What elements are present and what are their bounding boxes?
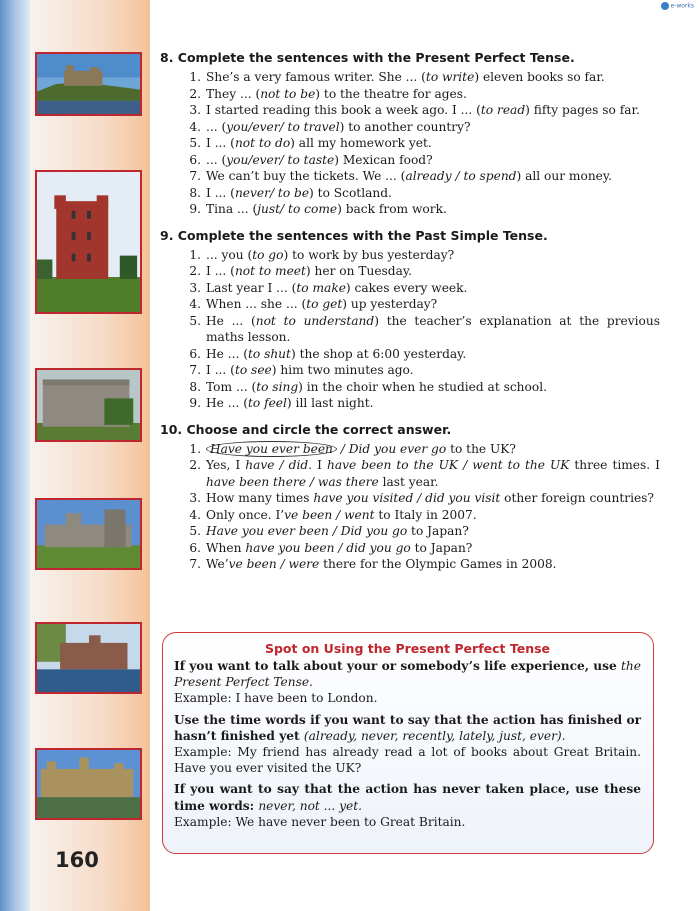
exercise-8-item-text: Tina ... (just/ to come) back from work.	[206, 202, 447, 216]
exercise-10-item	[160, 556, 660, 573]
exercise-10-item-text: Yes, I have / did. I have been to the UK / went to the UK three times. I have been there / was there last year.	[206, 458, 660, 489]
exercise-10-heading: 10. Choose and circle the correct answer.	[160, 421, 452, 437]
rule-2-text: Use the time words if you want to say that the action has finished or hasn’t finished yet	[174, 712, 641, 743]
exercise-9-item-text: He ... (to shut) the shop at 6:00 yesterday.	[206, 346, 467, 361]
exercise-9-item	[160, 362, 660, 379]
exercise-8-item-text: I started reading this book a week ago. I ... (to read) fifty pages so far.	[206, 103, 640, 117]
exercise-9-verb-hint: to make	[296, 280, 346, 295]
photo-round-castle	[35, 368, 142, 442]
grammar-box-title: Spot on Using the Present Perfect Tense	[264, 641, 551, 656]
rule-3-words: never, not ... yet.	[258, 798, 363, 813]
castle-ruins-image	[37, 500, 140, 568]
exercise-8-item	[160, 135, 660, 152]
exercise-8-item-number: 8.	[189, 185, 201, 200]
exercise-9-item	[160, 313, 660, 346]
exercise-8-item-text: She’s a very famous writer. She ... (to write) eleven books so far.	[206, 70, 605, 84]
exercise-9-item-text: I ... (to see) him two minutes ago.	[206, 363, 414, 377]
exercise-8-verb-hint: not to be	[260, 86, 316, 101]
exercise-10-item-text: When have you been / did you go to Japan?	[206, 540, 473, 555]
exercise-9-item-number: 6.	[189, 346, 201, 361]
exercise-10-item	[160, 490, 660, 507]
exercise-9-item	[160, 247, 660, 264]
exercise-9-item	[160, 263, 660, 280]
exercise-10-item-number: 1.	[189, 441, 201, 456]
exercise-10-item-number: 6.	[189, 540, 201, 555]
exercise-9-item-text: I ... (not to meet) her on Tuesday.	[206, 264, 413, 278]
red-tower-image	[37, 172, 140, 312]
exercise-8-list	[160, 69, 660, 218]
rule-1	[174, 658, 641, 690]
exercise-8-item	[160, 185, 660, 202]
exercise-8-verb-hint: already / to spend	[405, 169, 517, 183]
exercise-10-item-text: Have you ever been / Did you go to Japan?	[206, 524, 469, 538]
photo-castle-ruins	[35, 498, 142, 570]
exercise-8-verb-hint: to read	[480, 103, 526, 117]
exercise-9-item	[160, 395, 660, 412]
answer-option: / Did you ever go	[336, 441, 447, 456]
exercise-9-item-text: ... you (to go) to work by bus yesterday?	[206, 247, 455, 262]
exercise-10-item-number: 7.	[189, 557, 201, 571]
exercise-8-item-number: 2.	[189, 86, 201, 101]
exercise-8-item-text: ... (you/ever/ to travel) to another country?	[206, 119, 471, 134]
exercise-9-item-number: 3.	[189, 280, 201, 295]
photo-castle-river	[35, 622, 142, 694]
exercise-8-item	[160, 102, 660, 119]
answer-option: ve been / went	[284, 507, 375, 522]
exercise-10-item-text: How many times have you visited / did you visit other foreign countries?	[206, 491, 654, 505]
exercise-8-item-number: 7.	[189, 169, 201, 183]
exercise-9-verb-hint: to shut	[247, 346, 291, 361]
exercise-9-verb-hint: to sing	[256, 379, 299, 394]
exercise-9-list	[160, 247, 660, 412]
round-castle-image	[37, 370, 140, 440]
page-number: 160	[55, 848, 99, 872]
grammar-box	[162, 632, 654, 854]
exercise-8-verb-hint: you/ever/ to taste	[226, 152, 335, 167]
exercise-10-item-number: 3.	[189, 491, 201, 505]
exercise-8-verb-hint: never/ to be	[234, 185, 310, 200]
exercise-10-item-text: Only once. I’ve been / went to Italy in 2007.	[206, 507, 477, 522]
exercise-9-item-number: 5.	[189, 313, 201, 328]
castle-river-image	[37, 624, 140, 692]
exercise-9-item-number: 7.	[189, 363, 201, 377]
answer-option: have / did	[245, 458, 309, 472]
exercise-8-item-text: We can’t buy the tickets. We ... (already / to spend) all our money.	[206, 169, 613, 183]
exercise-9-heading: 9. Complete the sentences with the Past Simple Tense.	[160, 227, 548, 243]
exercise-8-item-text: ... (you/ever/ to taste) Mexican food?	[206, 152, 433, 167]
answer-option: Have you ever been / Did you go	[206, 524, 408, 538]
exercise-10-list	[160, 441, 660, 573]
rule-3-text: If you want to say that the action has never taken place, use these time words:	[174, 782, 641, 813]
exercise-8-item-text: I ... (not to do) all my homework yet.	[206, 136, 432, 150]
exercise-10-item-number: 4.	[189, 507, 201, 522]
exercise-9-verb-hint: not to understand	[255, 313, 375, 328]
exercise-8-verb-hint: not to do	[234, 136, 291, 150]
exercise-9-item-number: 1.	[189, 247, 201, 262]
exercise-8-item	[160, 86, 660, 103]
exercise-10-item	[160, 457, 660, 490]
rule-1-term: the Present Perfect Tense.	[174, 659, 641, 690]
photo-castle-harbour	[35, 748, 142, 820]
example-2: Example: My friend has already read a lot of books about Great Britain. Have you ever visited the UK?	[174, 745, 641, 776]
rule-1-text: If you want to talk about your or somebody’s life experience, use	[174, 659, 622, 673]
exercise-8-item	[160, 168, 660, 185]
castle-harbour-image	[37, 750, 140, 818]
exercise-8-item	[160, 119, 660, 136]
exercise-10-item-text: We’ve been / were there for the Olympic Games in 2008.	[206, 557, 557, 571]
exercise-9-item-text: Tom ... (to sing) in the choir when he studied at school.	[206, 379, 547, 394]
exercise-10-item-number: 5.	[189, 524, 201, 538]
exercise-10-item	[160, 507, 660, 524]
exercise-9-item-text: He ... (to feel) ill last night.	[206, 396, 374, 410]
rule-2	[174, 712, 641, 744]
exercise-9-item	[160, 296, 660, 313]
exercise-9-item	[160, 280, 660, 297]
exercise-8-item-number: 3.	[189, 103, 201, 117]
photo-castle-hill	[35, 52, 142, 116]
example-1: Example: I have been to London.	[174, 691, 378, 706]
exercise-9-verb-hint: to feel	[247, 396, 287, 410]
exercise-8-item-number: 9.	[189, 202, 201, 216]
publisher-logo	[661, 2, 694, 10]
answer-option: have been to the UK / went to the UK	[326, 458, 570, 472]
answer-option: have been there / was there	[206, 474, 379, 489]
exercise-10-item	[160, 523, 660, 540]
exercise-9-verb-hint: to get	[306, 297, 343, 311]
exercise-9-item	[160, 379, 660, 396]
rule-3	[174, 781, 641, 813]
circled-answer: Have you ever been	[206, 441, 337, 457]
exercise-8-verb-hint: to write	[425, 70, 475, 84]
exercise-9-item-text: When ... she ... (to get) up yesterday?	[206, 297, 438, 311]
exercise-9-item	[160, 346, 660, 363]
exercise-8-item-number: 1.	[189, 70, 201, 84]
exercise-9-verb-hint: to go	[252, 247, 284, 262]
exercise-10-item-number: 2.	[189, 458, 201, 472]
exercise-8-item-number: 4.	[189, 119, 201, 134]
exercise-9-verb-hint: not to meet	[234, 264, 306, 278]
exercise-10-item	[160, 540, 660, 557]
exercise-9-item-number: 4.	[189, 297, 201, 311]
exercise-8-item	[160, 69, 660, 86]
exercise-8-item-text: They ... (not to be) to the theatre for ages.	[206, 86, 467, 101]
photo-red-tower	[35, 170, 142, 314]
answer-option: have you been / did you go	[245, 540, 411, 555]
exercise-9-item-number: 2.	[189, 264, 201, 278]
exercise-8-heading: 8. Complete the sentences with the Present Perfect Tense.	[160, 50, 575, 65]
logo-circle-icon	[661, 2, 669, 10]
exercise-8-item-number: 5.	[189, 136, 201, 150]
exercise-10-item	[160, 441, 660, 458]
exercise-8-verb-hint: you/ever/ to travel	[226, 119, 340, 134]
exercise-9-item-number: 8.	[189, 379, 201, 394]
exercise-8-item-text: I ... (never/ to be) to Scotland.	[206, 185, 392, 200]
exercise-9-item-text: Last year I ... (to make) cakes every week.	[206, 280, 468, 295]
exercise-8-verb-hint: just/ to come	[257, 202, 338, 216]
example-3: Example: We have never been to Great Britain.	[174, 814, 466, 829]
exercise-9-item-number: 9.	[189, 396, 201, 410]
exercise-10-item-text: Have you ever been / Did you ever go to the UK?	[206, 441, 660, 458]
exercise-8-item-number: 6.	[189, 152, 201, 167]
castle-hill-image	[37, 54, 140, 114]
logo-text: e-works	[670, 2, 694, 10]
exercise-9-verb-hint: to see	[234, 363, 272, 377]
exercises-content	[160, 50, 660, 583]
rule-2-words: (already, never, recently, lately, just, ever).	[303, 728, 566, 743]
answer-option: have you visited / did you visit	[313, 491, 501, 505]
left-blue-margin	[0, 0, 30, 911]
answer-option: ve been / were	[228, 557, 320, 571]
exercise-8-item	[160, 152, 660, 169]
exercise-8-item	[160, 201, 660, 218]
exercise-9-item-text: He ... (not to understand) the teacher’s explanation at the previous maths lesson.	[206, 313, 660, 344]
